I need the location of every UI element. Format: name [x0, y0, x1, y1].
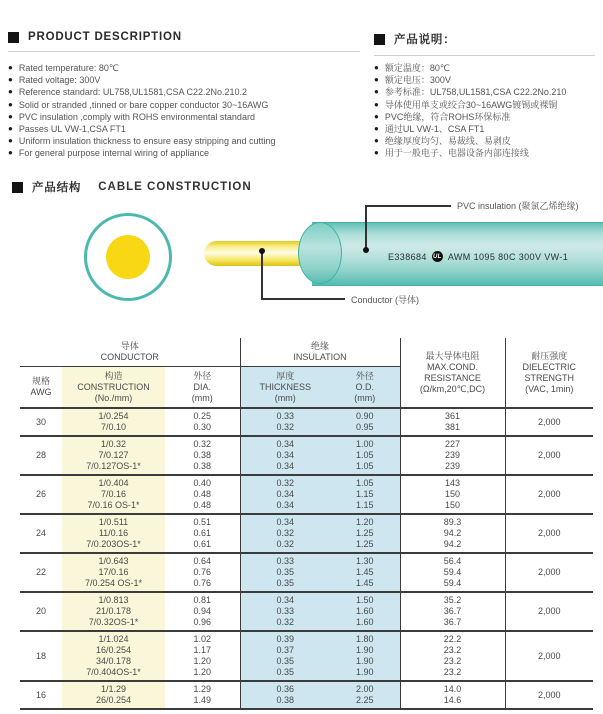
- bullet-dot-icon: ●: [374, 148, 379, 158]
- column-header-dielectric: 耐压强度 DIELECTRIC STRENGTH (VAC, 1min): [505, 338, 593, 408]
- bullet-text: 参考标准：UL758,UL1581,CSA C22.2No.210: [384, 87, 567, 98]
- table-cell: 0.34 0.33 0.32: [240, 592, 330, 631]
- square-bullet-icon: [8, 32, 19, 43]
- bullet-text: PVC insulation ,comply with ROHS environmental standard: [18, 111, 255, 122]
- bullet-dot-icon: ●: [374, 111, 379, 121]
- table-cell: 0.90 0.95: [330, 408, 400, 436]
- construction-title-cn: 产品结构: [32, 182, 82, 194]
- table-cell: 1.30 1.45 1.45: [330, 553, 400, 592]
- square-bullet-icon: [374, 34, 385, 45]
- table-cell: 2,000: [505, 553, 593, 592]
- cable-marking-file-number: E338684: [388, 251, 427, 262]
- table-cell: 1/0.643 17/0.16 7/0.254 OS-1*: [62, 553, 165, 592]
- conductor-leader-line-vertical: [261, 252, 263, 299]
- bullet-dot-icon: ●: [374, 75, 379, 85]
- column-header-od: 外径 O.D. (mm): [330, 367, 400, 409]
- table-cell: 1/0.404 7/0.16 7/0.16 OS-1*: [62, 475, 165, 514]
- table-cell: 0.34 0.34 0.34: [240, 436, 330, 475]
- bullet-text: Rated temperature: 80℃: [18, 63, 120, 73]
- table-cell: 1/0.511 11/0.16 7/0.203OS-1*: [62, 514, 165, 553]
- bullet-item: [374, 86, 603, 98]
- bullet-text: Uniform insulation thickness to ensure easy stripping and cutting: [18, 136, 276, 147]
- bullet-item: [8, 147, 366, 159]
- bullet-item: [374, 74, 603, 86]
- table-cell: 18: [20, 631, 62, 681]
- table-cell: 2,000: [505, 514, 593, 553]
- table-cell: 1/0.813 21/0.178 7/0.32OS-1*: [62, 592, 165, 631]
- table-cell: 2,000: [505, 681, 593, 709]
- table-cell: 0.39 0.37 0.35 0.35: [240, 631, 330, 681]
- table-cell: 0.51 0.61 0.61: [165, 514, 240, 553]
- pvc-leader-dot: [363, 247, 369, 253]
- table-cell: 0.32 0.38 0.38: [165, 436, 240, 475]
- spec-table-body: [20, 408, 593, 709]
- table-cell: 0.81 0.94 0.96: [165, 592, 240, 631]
- group-header-conductor: 导体 CONDUCTOR: [20, 338, 240, 367]
- table-cell: 22: [20, 553, 62, 592]
- table-cell: 35.2 36.7 36.7: [400, 592, 505, 631]
- table-cell: 1.29 1.49: [165, 681, 240, 709]
- table-cell: 1.80 1.90 1.90 1.90: [330, 631, 400, 681]
- product-description-header-cn: [374, 31, 595, 56]
- table-cell: 24: [20, 514, 62, 553]
- table-cell: 1.20 1.25 1.25: [330, 514, 400, 553]
- bullet-item: [374, 111, 603, 123]
- table-cell: 0.33 0.32: [240, 408, 330, 436]
- product-description-header: [8, 31, 360, 52]
- table-cell: 1.02 1.17 1.20 1.20: [165, 631, 240, 681]
- table-cell: 0.40 0.48 0.48: [165, 475, 240, 514]
- table-row: [20, 436, 593, 475]
- bullet-text: Solid or stranded ,tinned or bare copper conductor 30~16AWG: [18, 99, 269, 110]
- bullet-item: [374, 135, 603, 147]
- bullet-dot-icon: ●: [8, 136, 13, 146]
- bullet-text: PVC绝缘，符合ROHS环保标准: [384, 111, 511, 122]
- cable-construction-header: [12, 179, 252, 195]
- bullet-item: [374, 99, 603, 111]
- bullet-item: [8, 111, 366, 123]
- bullet-dot-icon: ●: [374, 87, 379, 97]
- cable-marking: [388, 251, 602, 262]
- product-description-list-en: [8, 62, 366, 160]
- table-cell: 1.00 1.05 1.05: [330, 436, 400, 475]
- table-cell: 2,000: [505, 592, 593, 631]
- table-cell: 2,000: [505, 408, 593, 436]
- table-cell: 0.25 0.30: [165, 408, 240, 436]
- table-cell: 2,000: [505, 436, 593, 475]
- table-cell: 0.32 0.34 0.34: [240, 475, 330, 514]
- table-cell: 361 381: [400, 408, 505, 436]
- bullet-dot-icon: ●: [8, 124, 13, 134]
- bullet-dot-icon: ●: [8, 111, 13, 121]
- table-cell: 16: [20, 681, 62, 709]
- table-cell: 22.2 23.2 23.2 23.2: [400, 631, 505, 681]
- table-cell: 20: [20, 592, 62, 631]
- table-cell: 1/1.29 26/0.254: [62, 681, 165, 709]
- bullet-dot-icon: ●: [374, 136, 379, 146]
- product-description-list-cn: [374, 62, 603, 160]
- conductor-label: Conductor (导体): [351, 295, 420, 305]
- table-cell: 0.34 0.32 0.32: [240, 514, 330, 553]
- table-cell: 1/0.254 7/0.10: [62, 408, 165, 436]
- product-description-title-cn: 产品说明：: [394, 34, 456, 46]
- bullet-dot-icon: ●: [8, 75, 13, 85]
- bullet-text: 额定温度：80℃: [384, 63, 450, 73]
- table-cell: 1.50 1.60 1.60: [330, 592, 400, 631]
- cable-marking-rating: AWM 1095 80C 300V VW-1: [447, 251, 569, 262]
- table-cell: 26: [20, 475, 62, 514]
- table-row: [20, 408, 593, 436]
- bullet-item: [374, 62, 603, 74]
- table-cell: 0.33 0.35 0.35: [240, 553, 330, 592]
- square-bullet-icon: [12, 182, 23, 193]
- table-row: [20, 592, 593, 631]
- bullet-text: 绝缘厚度均匀、易裁线、易剥皮: [384, 136, 511, 147]
- bullet-item: [8, 74, 366, 86]
- bullet-text: Rated voltage: 300V: [18, 75, 101, 86]
- table-row: [20, 681, 593, 709]
- table-cell: 0.36 0.38: [240, 681, 330, 709]
- column-header-dia: 外径 DIA. (mm): [165, 367, 240, 409]
- bullet-text: Reference standard: UL758,UL1581,CSA C22.2No.210.2: [18, 87, 247, 98]
- table-row: [20, 514, 593, 553]
- bullet-dot-icon: ●: [8, 87, 13, 97]
- bullet-text: 用于一般电子、电器设备内部连接线: [384, 148, 529, 159]
- group-header-insulation: 绝缘 INSULATION: [240, 338, 400, 367]
- ul-mark-icon: UL: [432, 251, 443, 262]
- column-header-resistance: 最大导体电阻 MAX.COND. RESISTANCE (Ω/km,20℃,DC): [400, 338, 505, 408]
- bullet-text: 额定电压：300V: [384, 75, 451, 86]
- bullet-dot-icon: ●: [8, 63, 13, 72]
- pvc-insulation-label: PVC insulation (聚氯乙烯绝缘): [457, 201, 579, 211]
- table-cell: 89.3 94.2 94.2: [400, 514, 505, 553]
- bullet-dot-icon: ●: [374, 99, 379, 109]
- table-cell: 143 150 150: [400, 475, 505, 514]
- bullet-dot-icon: ●: [374, 124, 379, 134]
- construction-title-en: CABLE CONSTRUCTION: [98, 181, 252, 193]
- column-header-thickness: 厚度 THICKNESS (mm): [240, 367, 330, 409]
- table-cell: 28: [20, 436, 62, 475]
- bullet-text: 通过UL VW-1、CSA FT1: [384, 124, 485, 135]
- bullet-item: [8, 123, 366, 135]
- bullet-dot-icon: ●: [8, 99, 13, 109]
- bullet-item: [8, 62, 366, 74]
- table-cell: 1.05 1.15 1.15: [330, 475, 400, 514]
- product-description-title: PRODUCT DESCRIPTION: [28, 31, 182, 43]
- table-cell: 30: [20, 408, 62, 436]
- table-cell: 2.00 2.25: [330, 681, 400, 709]
- table-cell: 14.0 14.6: [400, 681, 505, 709]
- bullet-item: [8, 86, 366, 98]
- table-cell: 56.4 59.4 59.4: [400, 553, 505, 592]
- spec-table: [20, 338, 593, 710]
- bullet-item: [8, 135, 366, 147]
- bullet-text: For general purpose internal wiring of appliance: [18, 148, 209, 159]
- conductor-leader-line-horizontal: [261, 298, 345, 300]
- table-cell: 2,000: [505, 475, 593, 514]
- column-header-awg: 规格 AWG: [20, 367, 62, 409]
- table-cell: 1/0.32 7/0.127 7/0.127OS-1*: [62, 436, 165, 475]
- cable-jacket-cap: [298, 222, 342, 284]
- table-group-header-row: [20, 338, 593, 367]
- table-row: [20, 475, 593, 514]
- bullet-text: 导体使用单支或绞合30~16AWG镀锡或裸铜: [384, 99, 558, 110]
- table-cell: 2,000: [505, 631, 593, 681]
- conductor-leader-dot: [259, 248, 265, 254]
- table-row: [20, 631, 593, 681]
- table-cell: 227 239 239: [400, 436, 505, 475]
- table-cell: 0.64 0.76 0.76: [165, 553, 240, 592]
- pvc-leader-line-horizontal: [365, 205, 451, 207]
- bullet-dot-icon: ●: [374, 63, 379, 72]
- pvc-leader-line-vertical: [365, 205, 367, 250]
- cable-cross-section-core: [106, 235, 150, 279]
- bullet-dot-icon: ●: [8, 148, 13, 158]
- column-header-construction: 构造 CONSTRUCTION (No./mm): [62, 367, 165, 409]
- table-cell: 1/1.024 16/0.254 34/0.178 7/0.404OS-1*: [62, 631, 165, 681]
- table-row: [20, 553, 593, 592]
- bullet-text: Passes UL VW-1,CSA FT1: [18, 124, 126, 135]
- bullet-item: [374, 147, 603, 159]
- bullet-item: [374, 123, 603, 135]
- cable-cross-section-ring: [84, 213, 172, 301]
- bullet-item: [8, 99, 366, 111]
